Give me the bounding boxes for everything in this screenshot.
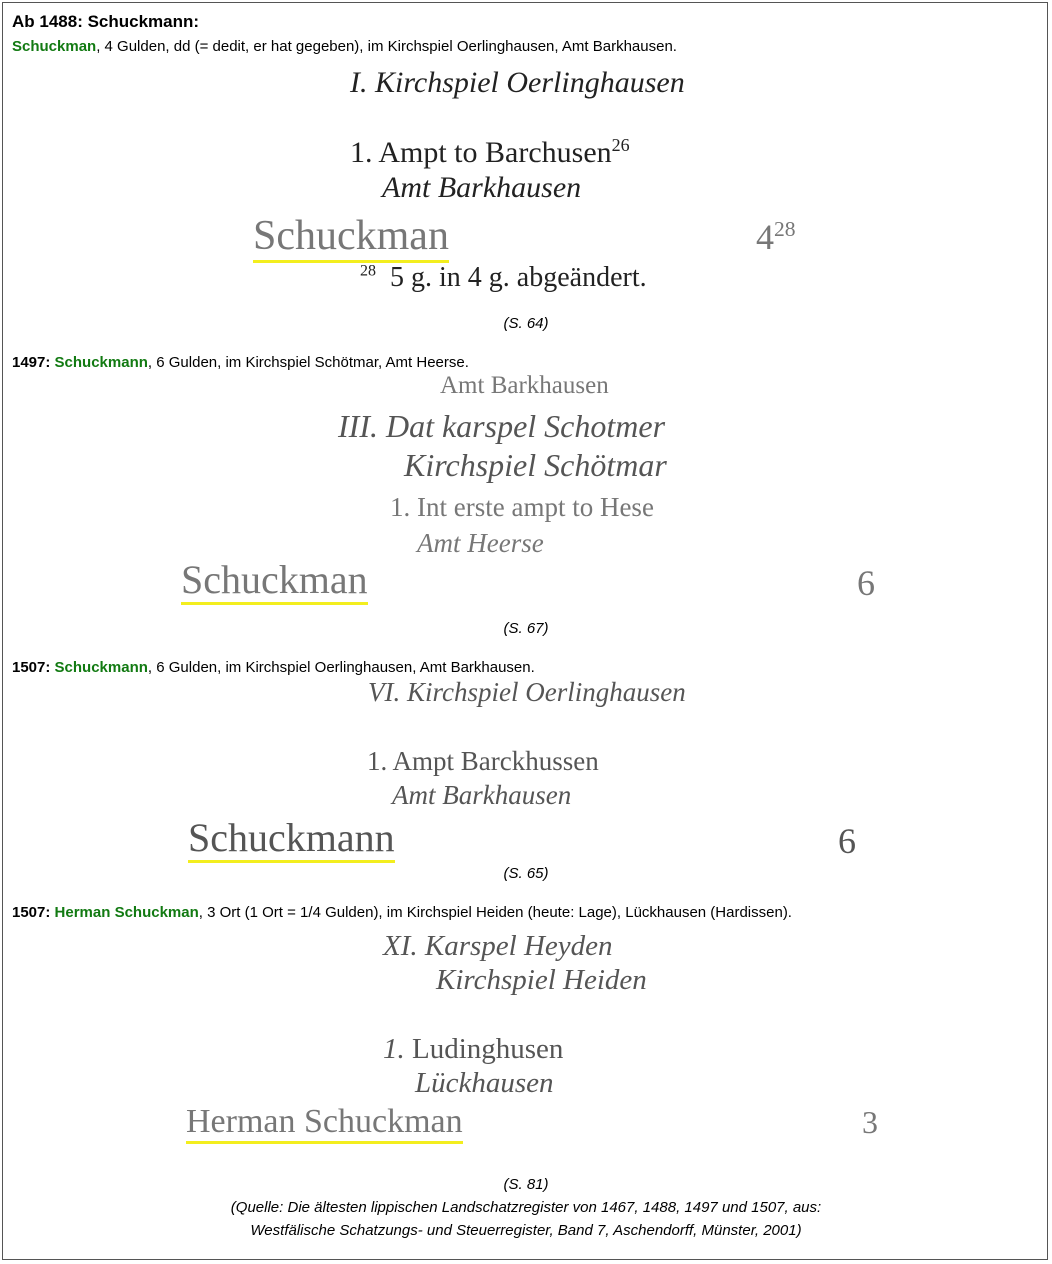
entry-text: , 6 Gulden, im Kirchspiel Oerlinghausen, Amt Barkhausen.: [147, 659, 535, 676]
entry-1507-a: 1507: Schuckmann, 6 Gulden, im Kirchspiel Oerlinghausen, Amt Barkhausen.: [12, 659, 535, 676]
entry-text: , 3 Ort (1 Ort = 1/4 Gulden), im Kirchspiel Heiden (heute: Lage), Lückhausen (Hardissen).: [198, 904, 792, 921]
page-ref: (S. 81): [503, 1176, 549, 1193]
scan-ampt: 1. Int erste ampt to Hese: [390, 492, 654, 522]
scan-ampt: 1. Ampt to Barchusen$^{26}$: [350, 135, 630, 169]
page-ref: (S. 64): [503, 315, 549, 332]
scan-kirchspiel: I. Kirchspiel Oerlinghausen: [350, 66, 685, 99]
source-line-1: (Quelle: Die ältesten lippischen Landschatzregister von 1467, 1488, 1497 und 1507, aus:: [230, 1199, 822, 1216]
scan-amt: Amt Heerse: [417, 528, 544, 558]
scan-karspel: III. Dat karspel Schotmer: [338, 408, 666, 444]
entry-1507-b: 1507: Herman Schuckman, 3 Ort (1 Ort = 1/4 Gulden), im Kirchspiel Heiden (heute: Lage), Lückhausen (Hardissen).: [12, 904, 792, 921]
scan-top: Amt Barkhausen: [440, 372, 609, 399]
scan-kirchspiel: Kirchspiel Schötmar: [404, 447, 667, 483]
page-title: Ab 1488: Schuckmann:: [12, 12, 200, 31]
entry-name: Herman Schuckman: [54, 904, 199, 921]
scan-name-highlighted: Schuckman: [181, 558, 368, 605]
scan-value: 3: [862, 1104, 878, 1140]
scan-ort2: Lückhausen: [415, 1067, 554, 1099]
entry-text: , 6 Gulden, im Kirchspiel Schötmar, Amt Heerse.: [147, 354, 469, 371]
scan-value: $4^{28}$: [756, 217, 796, 257]
scan-name-highlighted: Schuckman: [253, 212, 449, 263]
page-ref: (S. 65): [503, 865, 549, 882]
scan-value: 6: [838, 821, 856, 861]
scan-name-highlighted: Schuckmann: [188, 816, 395, 863]
scan-amt: Amt Barkhausen: [392, 780, 572, 810]
entry-1488: [12, 38, 677, 55]
scan-karspel: XI. Karspel Heyden: [383, 930, 613, 962]
scan-ort: 1. Ludinghusen: [383, 1033, 564, 1065]
scan-ampt: 1. Ampt Barckhussen: [367, 746, 599, 776]
scan-amt: Amt Barkhausen: [382, 171, 582, 204]
scan-kirchspiel: VI. Kirchspiel Oerlinghausen: [368, 677, 686, 707]
page-ref: (S. 67): [503, 620, 549, 637]
scan-name-highlighted: Herman Schuckman: [186, 1103, 463, 1144]
entry-text: , 4 Gulden, dd (= dedit, er hat gegeben), im Kirchspiel Oerlinghausen, Amt Barkhausen.: [96, 38, 677, 55]
scan-kirchspiel: Kirchspiel Heiden: [436, 964, 647, 996]
scan-value: 6: [857, 563, 875, 603]
entry-name: Schuckman: [12, 38, 97, 55]
source-line-2: Westfälische Schatzungs- und Steuerregister, Band 7, Aschendorff, Münster, 2001): [250, 1222, 802, 1239]
entry-name: Schuckmann: [54, 659, 148, 676]
scan-footnote: $^{28}$ 5 g. in 4 g. abgeändert.: [360, 262, 647, 293]
entry-name: Schuckmann: [54, 354, 148, 371]
entry-1497: 1497: Schuckmann, 6 Gulden, im Kirchspiel Schötmar, Amt Heerse.: [12, 354, 469, 371]
